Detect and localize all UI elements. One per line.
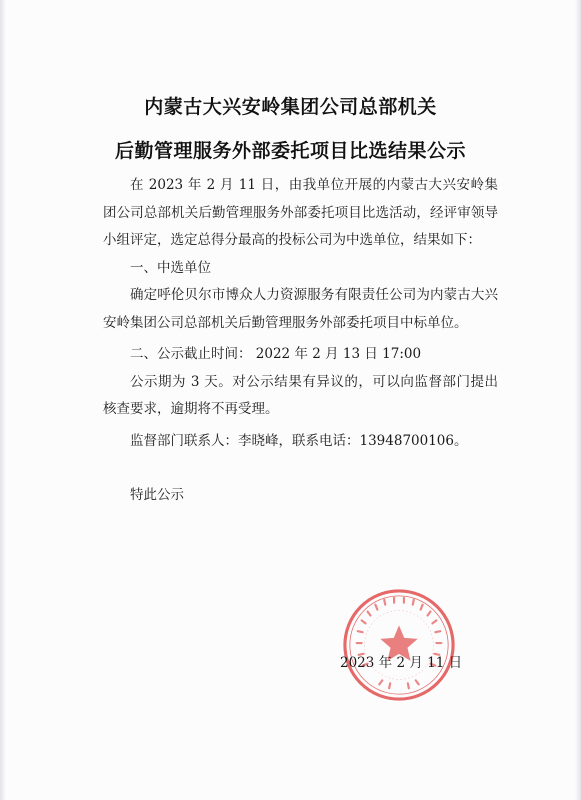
objection-paragraph: 公示期为 3 天。对公示结果有异议的，可以向监督部门提出核查要求，逾期将不再受理。 — [103, 373, 498, 417]
winner-paragraph: 确定呼伦贝尔市博众人力资源服务有限责任公司为内蒙古大兴安岭集团公司总部机关后勤管理服务外部委托项目中标单位。 — [103, 287, 498, 331]
page-edge-right — [575, 0, 581, 800]
page-edge-left — [0, 0, 6, 800]
document-date: 2023 年 2 月 11 日 — [340, 655, 463, 671]
official-seal-stamp — [340, 586, 458, 704]
contact-paragraph: 监督部门联系人：李晓峰，联系电话：13948700106。 — [130, 432, 468, 449]
document-title-line-2: 后勤管理服务外部委托项目比选结果公示 — [114, 140, 466, 162]
deadline-paragraph: 二、公示截止时间： 2022 年 2 月 13 日 17:00 — [130, 346, 422, 362]
section-heading-winner: 一、中选单位 — [130, 259, 211, 276]
intro-paragraph: 在 2023 年 2 月 11 日，由我单位开展的内蒙古大兴安岭集团公司总部机关后勤管理服务外部委托项目比选活动，经评审领导小组评定，选定总得分最高的投标公司为中选单位，结果如下： — [103, 177, 498, 248]
document-title-line-1: 内蒙古大兴安岭集团公司总部机关 — [144, 96, 437, 118]
document-body — [103, 172, 498, 510]
closing-paragraph: 特此公示 — [130, 487, 184, 503]
